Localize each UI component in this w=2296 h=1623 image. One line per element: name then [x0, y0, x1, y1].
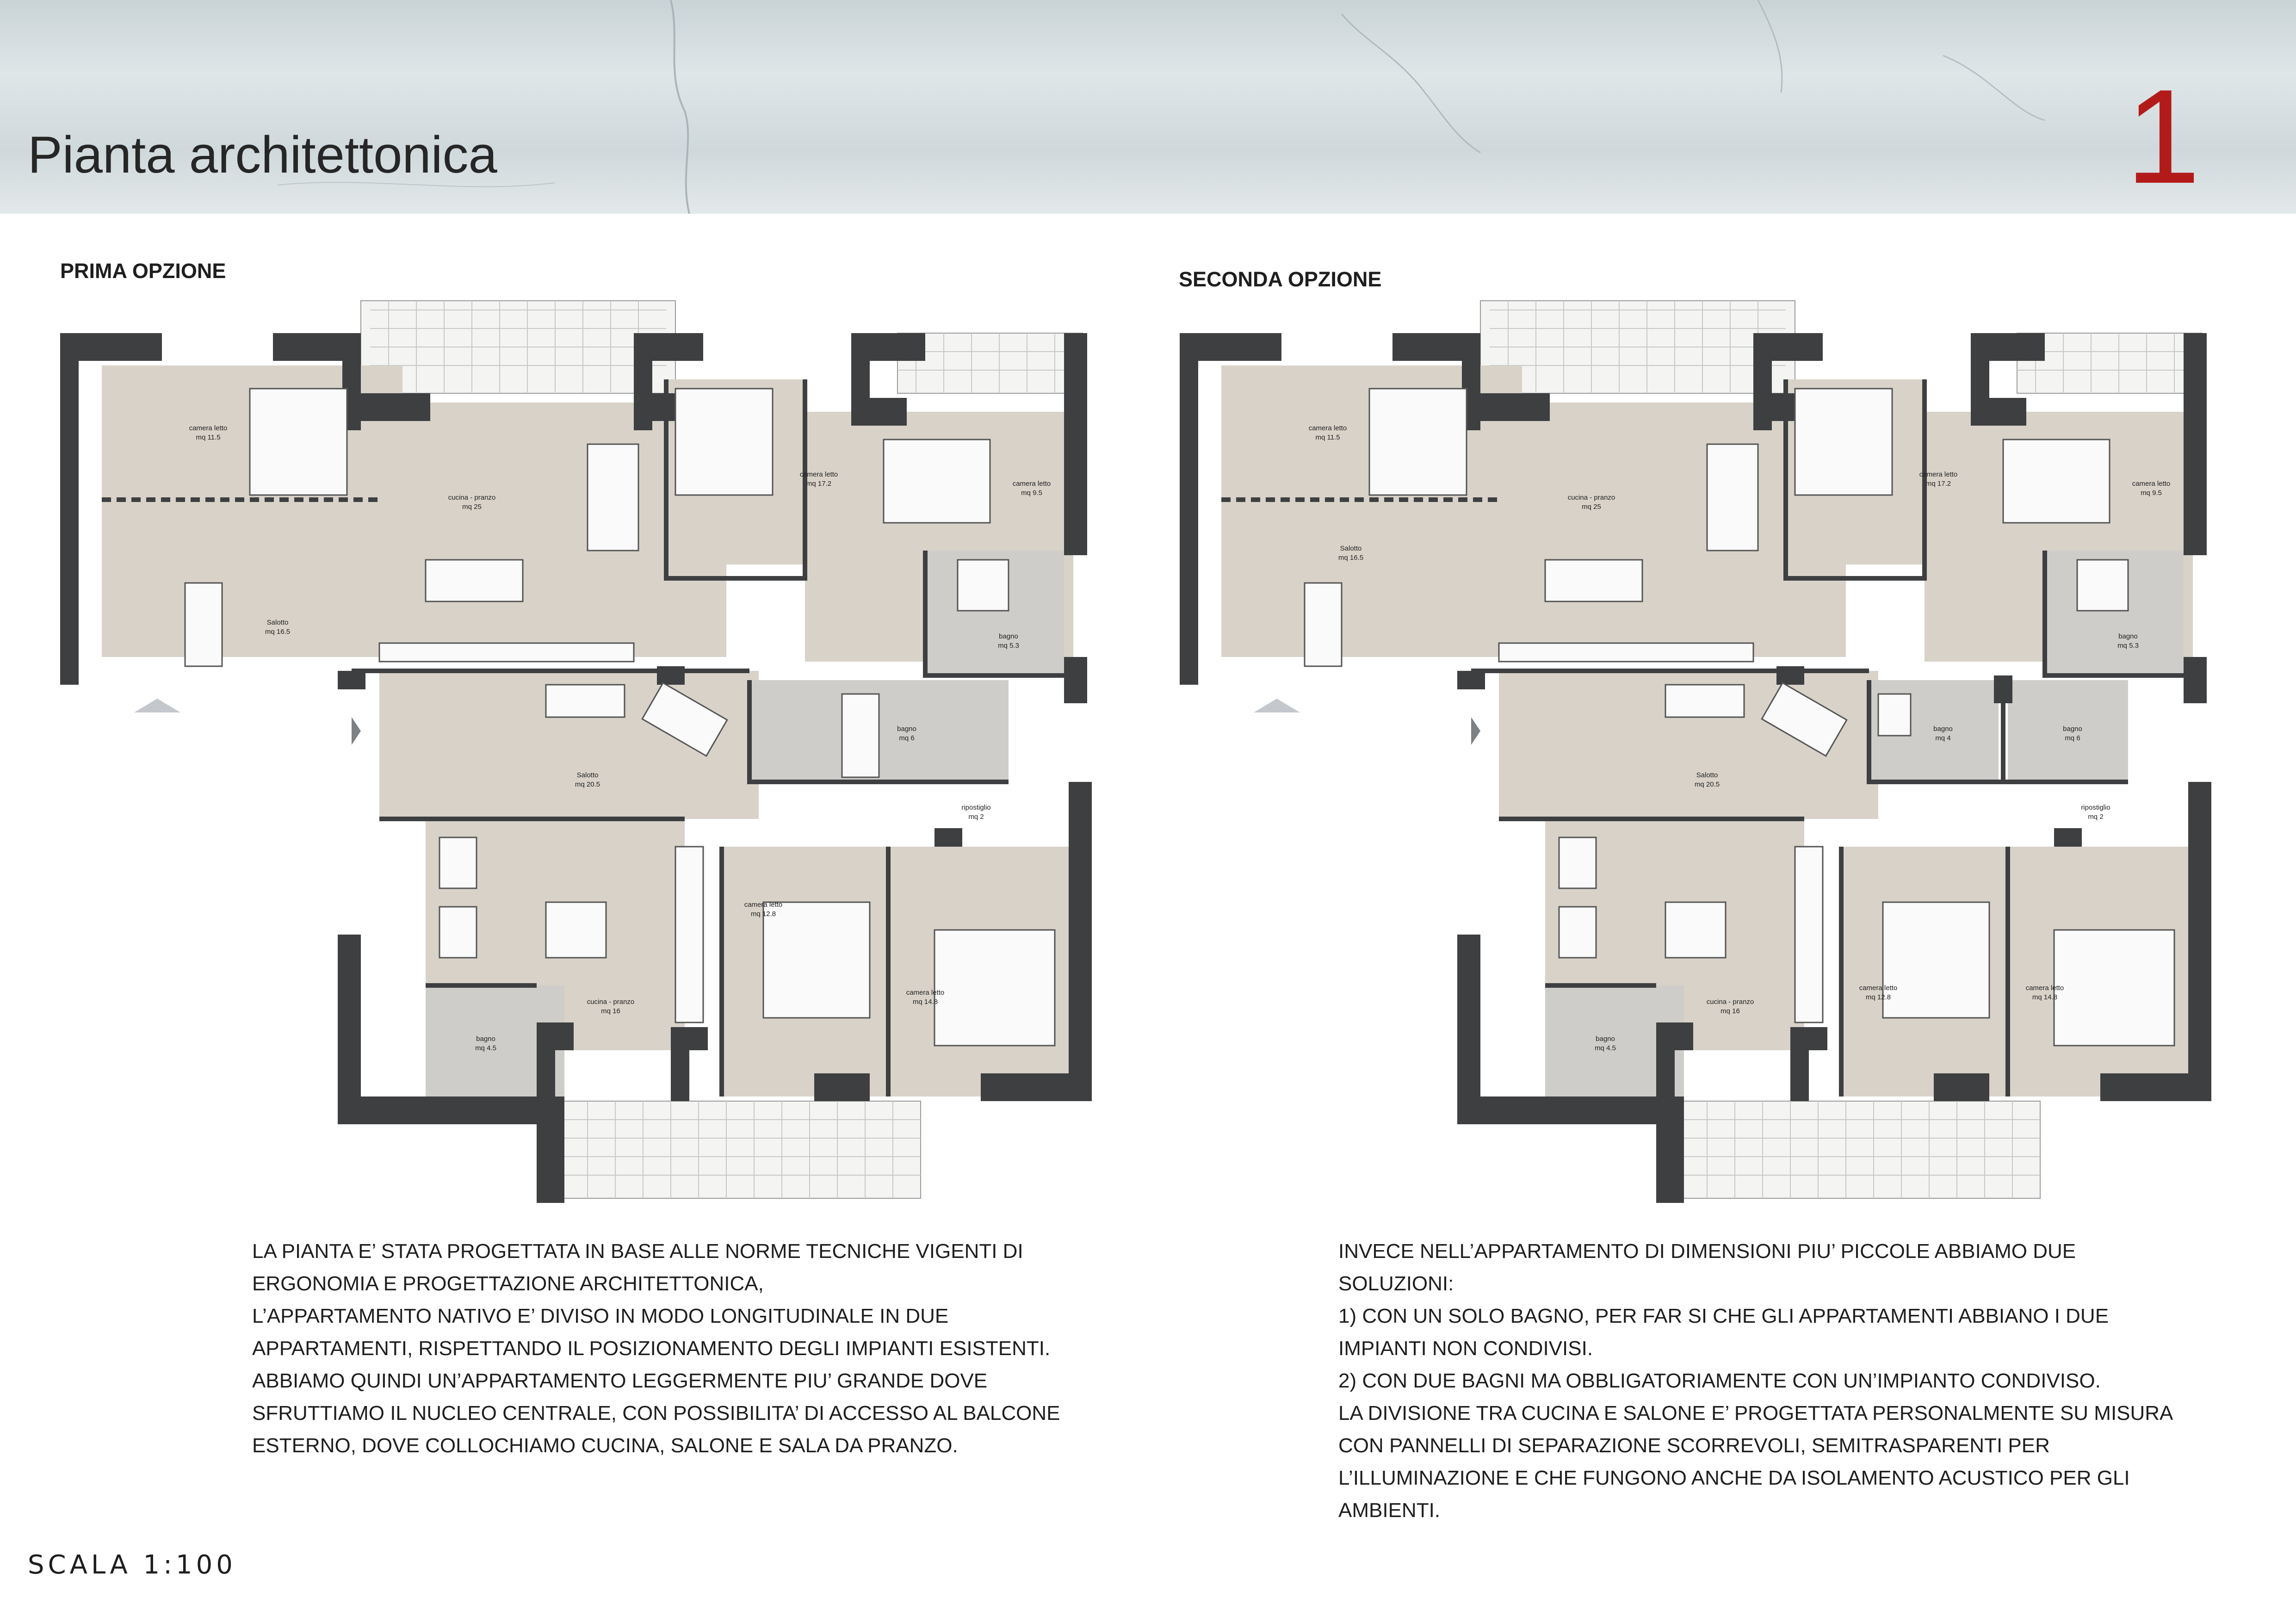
bed-icon [675, 389, 773, 495]
shower-icon [2077, 560, 2128, 611]
shower-icon [439, 837, 477, 888]
option-1-title: PRIMA OPZIONE [60, 259, 226, 283]
room-label: ripostiglio [2081, 804, 2110, 812]
page-number: 1 [2126, 62, 2201, 211]
room-label: camera letto [744, 901, 783, 909]
entrance-arrow-icon [1471, 717, 1480, 745]
room-area: mq 16 [601, 1007, 620, 1015]
room-area: mq 11.5 [1315, 434, 1340, 441]
room-area: mq 2 [968, 813, 984, 821]
room-label: cucina - pranzo [1567, 494, 1615, 502]
bed-icon [2003, 440, 2110, 523]
room-label: cucina - pranzo [1706, 998, 1754, 1006]
room-label: camera letto [1919, 471, 1958, 478]
entrance-arrow-icon [1254, 699, 1300, 712]
header-banner [0, 0, 2296, 214]
sofa-icon [546, 685, 625, 717]
kitchen-island-icon [1545, 560, 1642, 601]
room-label: bagno [2063, 725, 2082, 733]
room-area: mq 14.8 [2032, 993, 2058, 1001]
room-area: mq 6 [899, 734, 915, 742]
bed-icon [934, 930, 1055, 1046]
room-label: Salotto [576, 771, 599, 779]
room-area: mq 14.8 [912, 998, 938, 1006]
entry-arrows [134, 699, 361, 745]
shower-icon [1559, 837, 1596, 888]
room-label: camera letto [2132, 480, 2171, 488]
room-area: mq 9.5 [2141, 489, 2162, 497]
room-area: mq 9.5 [1021, 489, 1042, 497]
option-1-description: LA PIANTA E’ STATA PROGETTATA IN BASE ALLE NORME TECNICHE VIGENTI DI ERGONOMIA E PROGETTAZIONE ARCHITETTONICA, L’APPARTAMENTO NATIVO E’ DIVISO IN MODO LONGITUDINALE IN DUE APPARTAMENTI, RISPETTANDO IL POSIZIONAMENTO DEGLI IMPIANTI ESISTENTI. ABBIAMO QUINDI UN’APPARTAMENTO LEGGERMENTE PIU’ GRANDE DOVE SFRUTTIAMO IL NUCLEO CENTRALE, CON POSSIBILITA’ DI ACCESSO AL BALCONE ESTERNO, DOVE COLLOCHIAMO CUCINA, SALONE E SALA DA PRANZO. [252, 1240, 1060, 1457]
bed-icon [1795, 389, 1892, 495]
balcony-top-left [1480, 301, 1795, 393]
bed-icon [763, 902, 870, 1018]
bed-icon [2054, 930, 2174, 1046]
sofa-icon [1665, 685, 1744, 717]
shower-icon [1559, 907, 1596, 958]
bathtub-icon [1878, 694, 1911, 736]
shower-icon [439, 907, 477, 958]
room-label: ripostiglio [961, 804, 991, 812]
room-label: Salotto [266, 619, 289, 626]
kitchen-island-icon [426, 560, 523, 601]
room-label: bagno [2118, 632, 2138, 640]
room-label: camera letto [1308, 424, 1347, 432]
dining-table-icon [546, 902, 606, 958]
sofa-icon [1305, 583, 1342, 666]
balcony-bottom [560, 1101, 921, 1198]
room-area: mq 12.8 [750, 910, 776, 918]
kitchen-counter-icon [1795, 847, 1823, 1022]
bathtub-icon [842, 694, 879, 777]
room-label: Salotto [1340, 545, 1362, 552]
balcony-bottom [1679, 1101, 2040, 1198]
room-area: mq 25 [1582, 503, 1601, 511]
room-area: mq 11.5 [196, 434, 221, 441]
room-area: mq 25 [462, 503, 482, 511]
floor-plan-option-1 [56, 291, 1101, 1208]
room-area: mq 4.5 [475, 1044, 496, 1052]
kitchen-counter-icon [379, 643, 634, 662]
room-label: camera letto [906, 989, 945, 997]
page-title: Pianta architettonica [28, 126, 497, 184]
room-area: mq 2 [2088, 813, 2104, 821]
room-area: mq 5.3 [2117, 642, 2139, 650]
option-2-title: SECONDA OPZIONE [1179, 267, 1382, 291]
room-label: cucina - pranzo [587, 998, 635, 1006]
entrance-arrow-icon [352, 717, 361, 745]
room-label: camera letto [1012, 480, 1051, 488]
dining-table-icon [1707, 444, 1758, 551]
room-label: bagno [897, 725, 916, 733]
scale-label: SCALA 1:100 [28, 1550, 236, 1580]
dining-table-icon [588, 444, 638, 551]
bed-icon [884, 440, 990, 523]
entrance-arrow-icon [134, 699, 180, 712]
sofa-icon [185, 583, 222, 666]
floor-plan-option-2 [1175, 291, 2221, 1208]
kitchen-counter-icon [675, 847, 703, 1022]
room-label: cucina - pranzo [448, 494, 496, 502]
room-area: mq 6 [2065, 734, 2080, 742]
bed-icon [1883, 902, 1989, 1018]
room-area: mq 17.2 [806, 480, 832, 488]
room-area: mq 17.2 [1925, 480, 1951, 488]
room-label: bagno [1933, 725, 1953, 733]
room-area: mq 16.5 [265, 628, 291, 636]
room-area: mq 4.5 [1595, 1044, 1616, 1052]
room-area: mq 16 [1720, 1007, 1740, 1015]
room-label: camera letto [799, 471, 838, 478]
balcony-top-left [361, 301, 675, 393]
dining-table-icon [1665, 902, 1726, 958]
entry-arrows [1254, 699, 1480, 745]
kitchen-counter-icon [1499, 643, 1753, 662]
room-label: camera letto [189, 424, 228, 432]
room-area: mq 20.5 [1694, 781, 1720, 788]
room-area: mq 16.5 [1338, 554, 1364, 562]
room-area: mq 12.8 [1865, 993, 1891, 1001]
room-label: bagno [1596, 1035, 1615, 1043]
bed-icon [1369, 389, 1467, 495]
room-label: bagno [476, 1035, 495, 1043]
room-label: Salotto [1696, 771, 1718, 779]
room-area: mq 4 [1935, 734, 1951, 742]
room-area: mq 5.3 [998, 642, 1019, 650]
room-label: camera letto [2025, 984, 2064, 992]
bed-icon [250, 389, 347, 495]
room-label: camera letto [1859, 984, 1898, 992]
option-2-description: INVECE NELL’APPARTAMENTO DI DIMENSIONI PIU’ PICCOLE ABBIAMO DUE SOLUZIONI: 1) CON UN SOLO BAGNO, PER FAR SI CHE GLI APPARTAMENTI ABBIANO I DUE IMPIANTI NON CONDIVISI. 2) CON DUE BAGNI MA OBBLIGATORIAMENTE CON UN’IMPIANTO CONDIVISO. LA DIVISIONE TRA CUCINA E SALONE E’ PROGETTATA PERSONALMENTE SU MISURA CON PANNELLI DI SEPARAZIONE SCORREVOLI, SEMITRASPARENTI PER L’ILLUMINAZIONE E CHE FUNGONO ANCHE DA ISOLAMENTO ACUSTICO PER GLI AMBIENTI. [1338, 1240, 2173, 1522]
room-label: bagno [999, 632, 1018, 640]
room-area: mq 20.5 [575, 781, 600, 788]
shower-icon [958, 560, 1009, 611]
